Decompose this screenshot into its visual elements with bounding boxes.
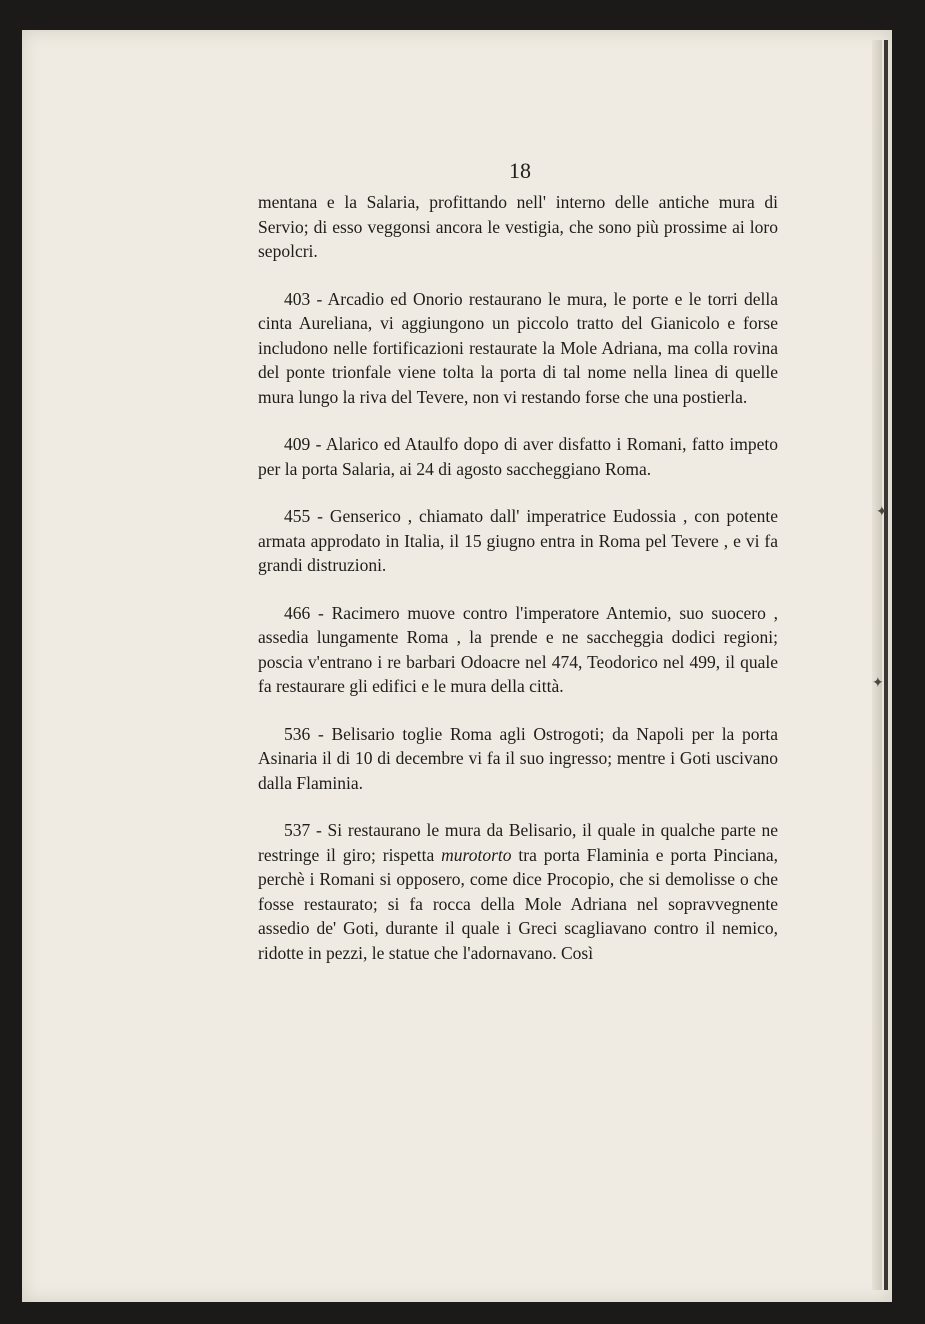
page-number: 18	[509, 158, 531, 183]
paragraph-409: 409 - Alarico ed Ataulfo dopo di aver disfatto i Romani, fatto impeto per la porta Salaria, ai 24 di agosto saccheggiano Roma.	[258, 434, 778, 479]
paragraph-continued: mentana e la Salaria, profittando nell' interno delle antiche mura di Servio; di esso veggonsi ancora le vestigia, che sono più prossime ai loro sepolcri.	[258, 192, 778, 261]
paragraph-537-end: tra porta Flaminia e porta Pinciana, perchè i Romani si opposero, come dice Procopio, che si demolisse o che fosse restaurato; si fa rocca della Mole Adriana nel sopravvegnente assedio de' Goti, durante il quale i Greci scagliavano contro il nemico, ridotte in pezzi, le statue che l'adornavano. Così	[258, 844, 778, 963]
paragraph-466: 466 - Racimero muove contro l'imperatore Antemio, suo suocero , assedia lungamente Roma , la prende e ne saccheggia dodici regioni; poscia v'entrano i re barbari Odoacre nel 474, Teodorico nel 499, il quale fa restaurare gli edifici e le mura della città.	[258, 602, 778, 696]
paragraph-536: 536 - Belisario toglie Roma agli Ostrogoti; da Napoli per la porta Asinaria il di 10 di decembre vi fa il suo ingresso; mentre i Goti uscivano dalla Flaminia.	[258, 723, 778, 793]
page-edge	[884, 40, 888, 1290]
italic-term: murotorto	[441, 844, 512, 865]
binding-mark: ✦	[872, 675, 884, 691]
paragraph-403: 403 - Arcadio ed Onorio restaurano le mura, le porte e le torri della cinta Aureliana, vi aggiungono un piccolo tratto del Gianicolo e forse includono nelle fortificazioni restaurate la Mole Adriana, ma colla rovina del ponte trionfale viene tolta la porta di tal nome nella linea di quelle mura lungo la riva del Tevere, non vi restando forse che una postierla.	[258, 288, 778, 407]
paragraph-537	[258, 818, 778, 965]
binding-mark: ✦	[876, 504, 888, 520]
body-text	[258, 190, 778, 965]
paragraph-537-start: 537 - Si restaurano le mura da Belisario, il quale in qualche parte ne restringe il giro; rispetta	[258, 820, 778, 865]
paragraph-455: 455 - Genserico , chiamato dall' imperatrice Eudossia , con potente armata approdato in Italia, il 15 giugno entra in Roma pel Tevere , e vi fa grandi distruzioni.	[258, 506, 778, 575]
page-fold	[872, 40, 882, 1290]
